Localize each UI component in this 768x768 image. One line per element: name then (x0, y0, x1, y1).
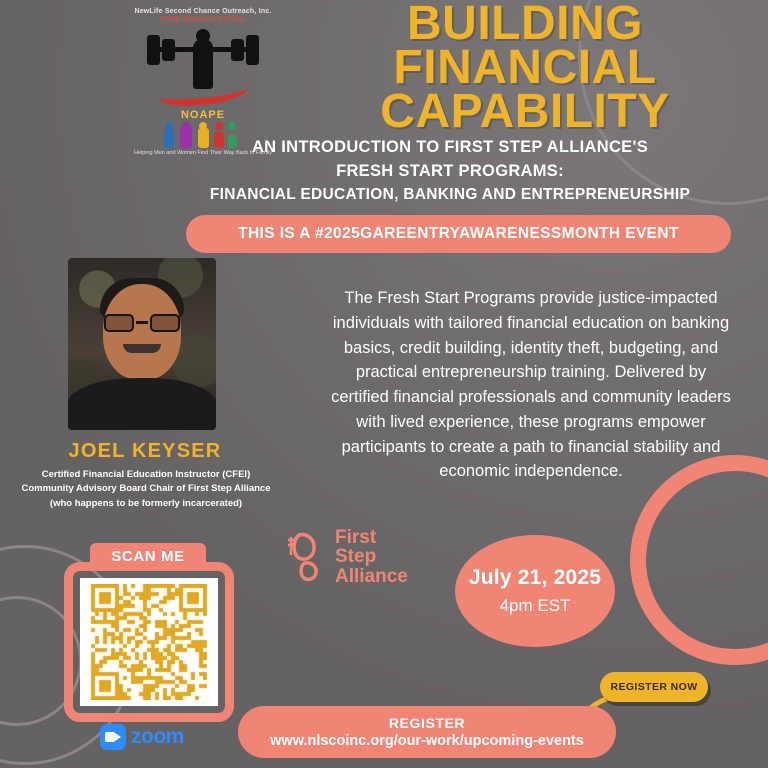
footprint-icon (285, 531, 329, 583)
register-now-button[interactable]: REGISTER NOW (600, 672, 708, 702)
organization-acronym: NOAPE (180, 109, 226, 121)
fsa-line-2: Step (335, 546, 377, 568)
event-time: 4pm EST (499, 596, 571, 615)
subtitle-line-3: FINANCIAL EDUCATION, BANKING AND ENTREPRENEURSHIP (209, 185, 691, 203)
subtitle (150, 136, 750, 206)
program-description: The Fresh Start Programs provide justice-impacted individuals with tailored financial education on banking basics, credit building, identity theft, budgeting, and practical entrepreneurship training. Delivered by certified financial professionals and community leaders with lived experience, these programs empower participants to create a path to financial stability and economic independence. (331, 289, 731, 481)
speaker-credentials (8, 468, 284, 511)
hashtag-banner: THIS IS A #2025GAREENTRYAWARENESSMONTH EVENT (186, 215, 731, 253)
subtitle-line-2: FRESH START PROGRAMS: (336, 161, 564, 180)
title-line-1: BUILDING (407, 0, 643, 50)
qr-canvas (86, 584, 212, 700)
zoom-label: zoom (131, 725, 184, 748)
zoom-logo (100, 724, 184, 750)
register-url[interactable]: www.nlscoinc.org/our-work/upcoming-events (270, 733, 584, 749)
decorative-ring-middle-right (630, 455, 768, 665)
event-date-badge (455, 535, 615, 647)
weightlifter-icon (143, 25, 263, 107)
organization-subname: PRIDE CHIGAGO FESTIVAL (160, 16, 246, 23)
first-step-alliance-logo (285, 528, 408, 586)
credential-line-3: (who happens to be formerly incarcerated) (49, 497, 243, 509)
first-step-alliance-text (335, 528, 408, 586)
fsa-line-3: Alliance (335, 565, 408, 587)
register-label: REGISTER (388, 715, 466, 731)
speaker-name: JOEL KEYSER (68, 440, 222, 462)
credential-line-1: Certified Financial Education Instructor (CFEI) (41, 469, 251, 480)
video-camera-icon (100, 724, 126, 750)
subtitle-line-1: AN INTRODUCTION TO FIRST STEP ALLIANCE'S (251, 138, 649, 156)
title-line-3: CAPABILITY (380, 85, 670, 139)
event-date: July 21, 2025 (468, 566, 602, 589)
speaker-photo (68, 258, 216, 430)
organization-tagline: Helping Men and Women Find Their Way Back to Family (133, 150, 273, 156)
title-line-2: FINANCIAL (393, 41, 657, 95)
fsa-line-1: First (335, 527, 377, 548)
organization-name: NewLife Second Chance Outreach, Inc. (134, 8, 272, 15)
credential-line-2: Community Advisory Board Chair of First Step Alliance (21, 483, 271, 495)
qr-code[interactable] (80, 578, 218, 706)
page-title (300, 0, 750, 139)
scan-me-label: SCAN ME (90, 543, 206, 569)
register-bar[interactable] (238, 706, 616, 758)
